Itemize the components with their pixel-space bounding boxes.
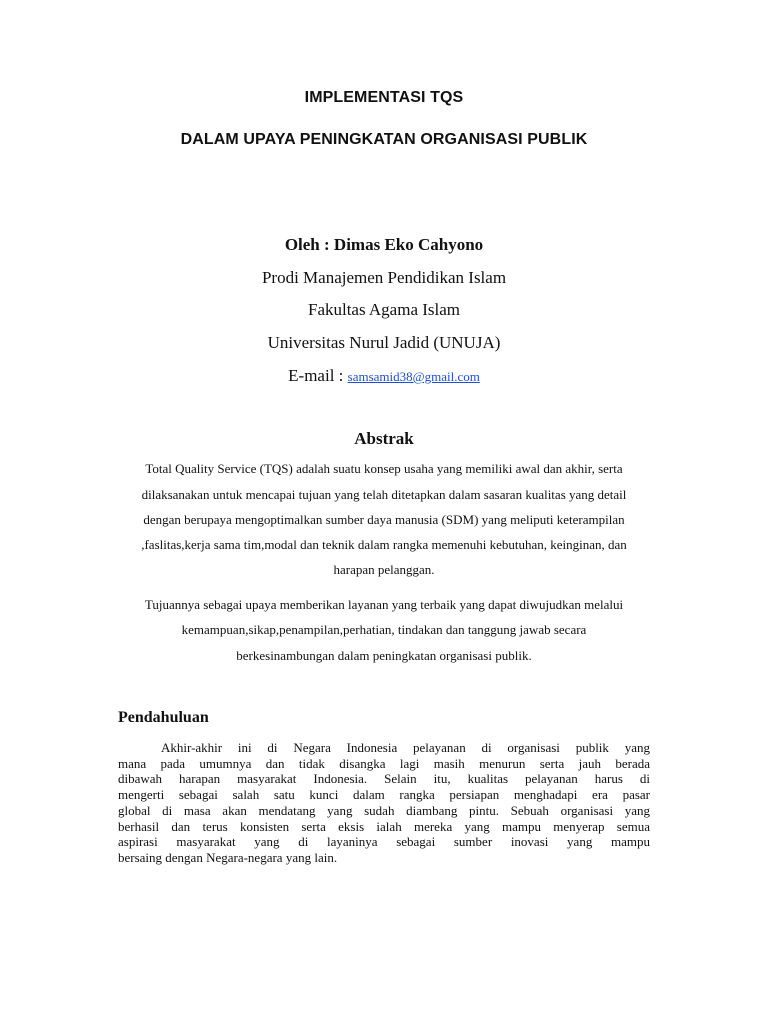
affiliation-program: Prodi Manajemen Pendidikan Islam	[261, 268, 507, 287]
email-line	[0, 366, 768, 386]
introduction-paragraph	[118, 740, 650, 866]
email-label: E-mail :	[288, 366, 344, 385]
introduction-line: global di masa akan mendatang yang sudah diambang pintu. Sebuah organisasi yang	[118, 802, 650, 818]
introduction-line: berhasil dan terus konsisten serta eksis ialah mereka yang mampu menyerap semua	[118, 818, 650, 834]
introduction-line: Akhir-akhir ini di Negara Indonesia pelayanan di organisasi publik yang	[161, 740, 650, 755]
abstract-p1-line: Total Quality Service (TQS) adalah suatu konsep usaha yang memiliki awal dan akhir, serta	[145, 461, 623, 476]
abstract-p2-line: Tujuannya sebagai upaya memberikan layanan yang terbaik yang dapat diwujudkan melalui	[144, 597, 624, 612]
abstract-p2-line: berkesinambungan dalam peningkatan organisasi publik.	[236, 648, 532, 663]
abstract-p1-line: dengan berupaya mengoptimalkan sumber daya manusia (SDM) yang meliputi keterampilan	[143, 512, 625, 527]
introduction-line: mana pada umumnya dan tidak disangka lagi masih menurun serta jauh berada	[118, 755, 650, 771]
introduction-line: aspirasi masyarakat yang di layaninya sebagai sumber inovasi yang mampu	[118, 834, 650, 850]
affiliation-university: Universitas Nurul Jadid (UNUJA)	[267, 333, 501, 352]
author-line: Oleh : Dimas Eko Cahyono	[284, 235, 484, 254]
abstract-p2-line: kemampuan,sikap,penampilan,perhatian, tindakan dan tanggung jawab secara	[181, 622, 587, 637]
abstract-p1-line: dilaksanakan untuk mencapai tujuan yang telah ditetapkan dalam sasaran kualitas yang detail	[141, 487, 627, 502]
introduction-line: mengerti sebagai salah satu kunci dalam rangka persiapan menghadapi era pasar	[118, 787, 650, 803]
introduction-heading: Pendahuluan	[118, 709, 209, 726]
affiliation-faculty: Fakultas Agama Islam	[307, 300, 461, 319]
introduction-line: bersaing dengan Negara-negara yang lain.	[118, 849, 338, 865]
abstract-heading: Abstrak	[354, 429, 414, 448]
abstract-p1-line: ,faslitas,kerja sama tim,modal dan teknik dalam rangka memenuhi kebutuhan, keinginan, dan	[141, 537, 627, 552]
abstract-p1-line: harapan pelanggan.	[333, 562, 435, 577]
email-link[interactable]: samsamid38@gmail.com	[347, 369, 480, 384]
introduction-line: dibawah harapan masyarakat Indonesia. Selain itu, kualitas pelayanan harus di	[118, 771, 650, 787]
paper-title-line-1: IMPLEMENTASI TQS	[304, 89, 464, 106]
paper-title-line-2: DALAM UPAYA PENINGKATAN ORGANISASI PUBLIK	[180, 131, 588, 148]
